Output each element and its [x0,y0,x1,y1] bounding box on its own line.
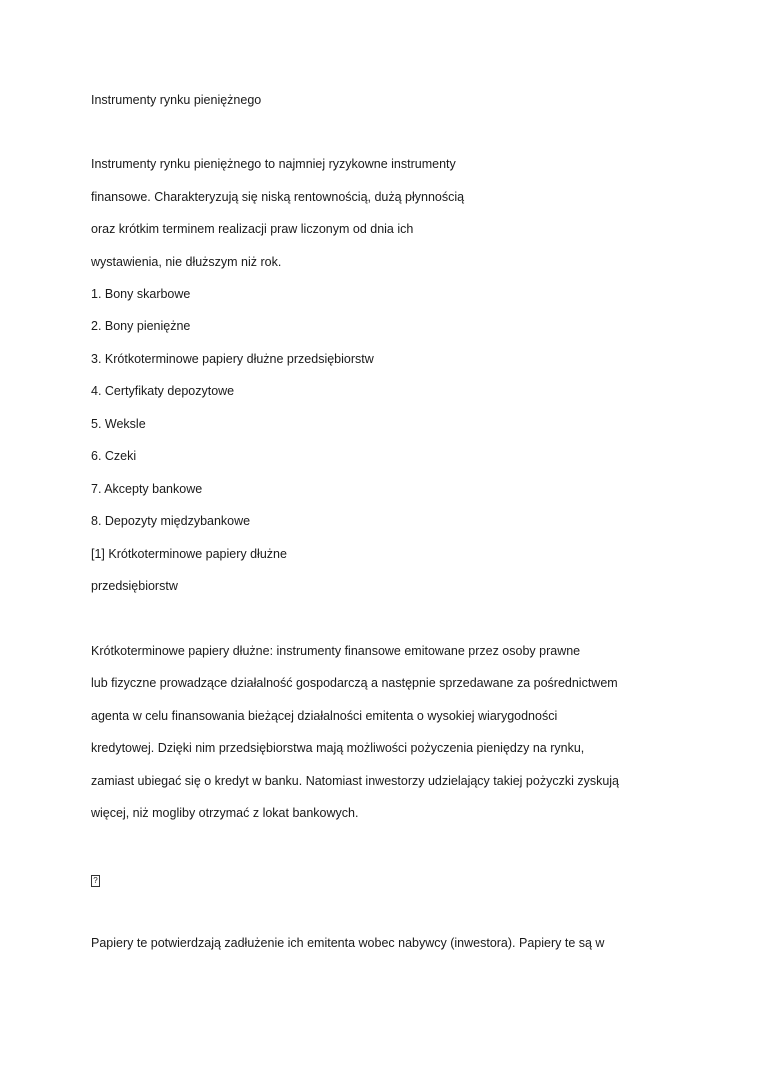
list-item: 3. Krótkoterminowe papiery dłużne przedsiębiorstw [91,352,374,366]
section-heading-line: [1] Krótkoterminowe papiery dłużne [91,547,287,561]
paragraph-line: Krótkoterminowe papiery dłużne: instrumenty finansowe emitowane przez osoby prawne [91,644,581,658]
missing-glyph-line [91,871,100,887]
paragraph-line: więcej, niż mogliby otrzymać z lokat bankowych. [91,806,359,820]
intro-line: wystawienia, nie dłuższym niż rok. [91,255,282,269]
list-item: 4. Certyfikaty depozytowe [91,384,235,398]
section-heading-line: przedsiębiorstw [91,579,178,593]
document-title: Instrumenty rynku pieniężnego [91,93,262,107]
intro-line: oraz krótkim terminem realizacji praw liczonym od dnia ich [91,222,414,236]
paragraph-line: Papiery te potwierdzają zadłużenie ich emitenta wobec nabywcy (inwestora). Papiery te są w [91,936,605,950]
list-item: 5. Weksle [91,417,146,431]
list-item: 7. Akcepty bankowe [91,482,203,496]
missing-glyph-icon: ? [91,875,100,887]
list-item: 1. Bony skarbowe [91,287,191,301]
paragraph-line: agenta w celu finansowania bieżącej działalności emitenta o wysokiej wiarygodności [91,709,558,723]
paragraph-line: lub fizyczne prowadzące działalność gospodarczą a następnie sprzedawane za pośrednictwem [91,676,618,690]
list-item: 8. Depozyty międzybankowe [91,514,251,528]
list-item: 6. Czeki [91,449,137,463]
intro-line: finansowe. Charakteryzują się niską rentownością, dużą płynnością [91,190,465,204]
paragraph-line: kredytowej. Dzięki nim przedsiębiorstwa mają możliwości pożyczenia pieniędzy na rynku, [91,741,585,755]
list-item: 2. Bony pieniężne [91,319,191,333]
paragraph-line: zamiast ubiegać się o kredyt w banku. Natomiast inwestorzy udzielający takiej pożyczki zyskują [91,774,620,788]
intro-line: Instrumenty rynku pieniężnego to najmniej ryzykowne instrumenty [91,157,456,171]
